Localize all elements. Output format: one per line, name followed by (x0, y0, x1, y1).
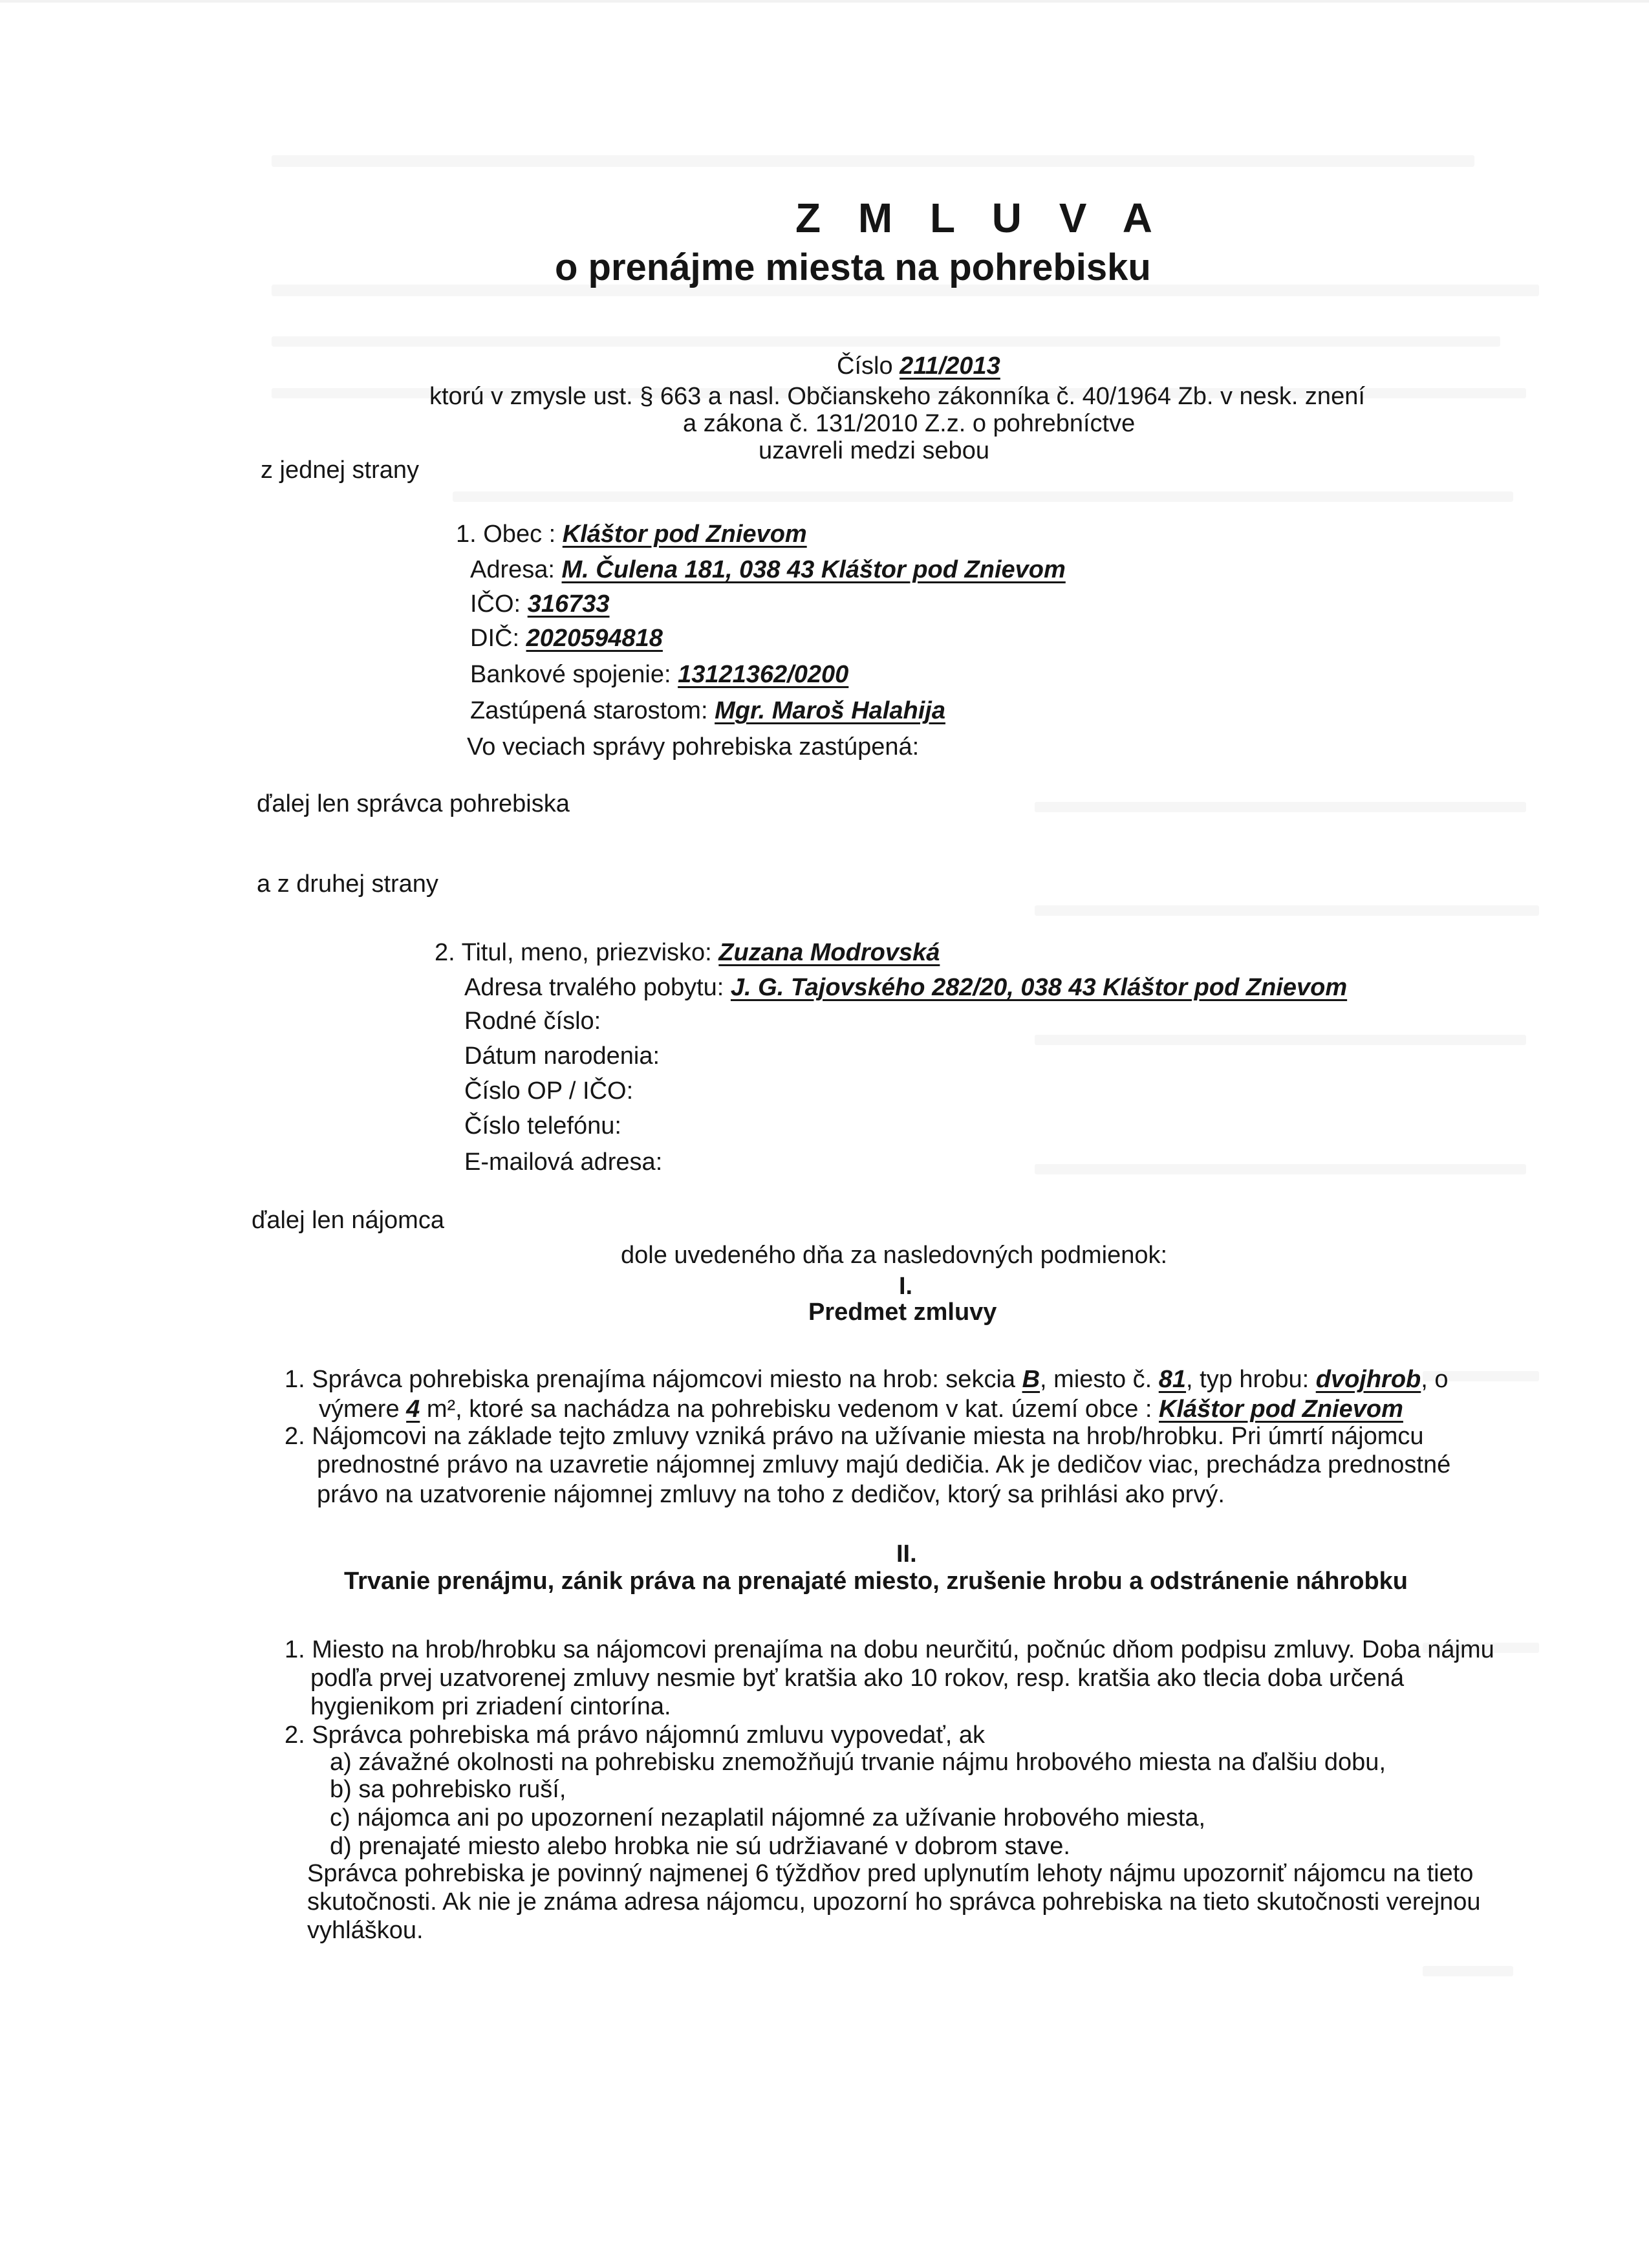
intro-line-1: ktorú v zmysle ust. § 663 a nasl. Občianskeho zákonníka č. 40/1964 Zb. v nesk. znení (429, 383, 1365, 410)
representative-value: Mgr. Maroš Halahija (715, 697, 945, 724)
contract-number: 211/2013 (900, 352, 1000, 380)
section1-clause2-line2: prednostné právo na uzavretie nájomnej zmluvy majú dedičia. Ak je dedičov viac, prechádza prednostné (317, 1451, 1451, 1478)
section1-clause1-line2 (319, 1396, 1403, 1423)
section1-title: Predmet zmluvy (808, 1299, 997, 1326)
party2-address-row (464, 974, 1347, 1002)
clause-text: , typ hrobu: (1186, 1366, 1310, 1393)
clause-text: m², ktoré sa nachádza na pohrebisku vedenom v kat. území obce : (426, 1396, 1152, 1423)
party1-address-label: Adresa: (470, 556, 555, 583)
document-title: Z M L U V A (795, 195, 1165, 241)
party1-address-row (470, 556, 1066, 584)
party1-ico-row (470, 590, 610, 618)
bleed-through-text (453, 491, 1513, 502)
clause-text: 1. Správca pohrebiska prenajíma nájomcovi miesto na hrob: sekcia (285, 1366, 1016, 1393)
party2-address-label: Adresa trvalého pobytu: (464, 974, 724, 1001)
phone-label: Číslo telefónu: (464, 1112, 621, 1139)
cadastral-area-value: Kláštor pod Znievom (1159, 1396, 1403, 1423)
section1-clause2-line3: právo na uzatvorenie nájomnej zmluvy na toho z dedičov, ktorý sa prihlási ako prvý. (317, 1481, 1225, 1508)
section2-clause1-line1: 1. Miesto na hrob/hrobku sa nájomcovi prenajíma na dobu neurčitú, počnúc dňom podpisu zmluvy. Doba nájmu (285, 1636, 1494, 1663)
party2-name-row (435, 939, 940, 967)
bleed-through-text (272, 155, 1474, 167)
bank-value: 13121362/0200 (678, 661, 849, 688)
party2-name-value: Zuzana Modrovská (718, 939, 940, 966)
section2-clause2-item-d: d) prenajaté miesto alebo hrobka nie sú udržiavané v dobrom stave. (330, 1833, 1070, 1860)
intro-line-3: uzavreli medzi sebou (759, 437, 989, 464)
bleed-through-text (1035, 1164, 1526, 1174)
clause-text: , miesto č. (1040, 1366, 1152, 1393)
ico-value: 316733 (527, 590, 610, 618)
birth-number-label: Rodné číslo: (464, 1008, 601, 1035)
section2-clause2-item-a: a) závažné okolnosti na pohrebisku znemožňujú trvanie nájmu hrobového miesta na ďalšiu dobu, (330, 1749, 1386, 1776)
section2-clause2-item-b: b) sa pohrebisko ruší, (330, 1776, 566, 1803)
ico-label: IČO: (470, 590, 521, 618)
bank-label: Bankové spojenie: (470, 661, 671, 688)
dic-label: DIČ: (470, 625, 519, 652)
party1-obec-row (456, 521, 807, 548)
bleed-through-text (1035, 1035, 1526, 1045)
section2-clause2-tail-line2: skutočnosti. Ak nie je známa adresa nájomcu, upozorní ho správca pohrebiska na tieto skutočnosti verejnou (307, 1888, 1481, 1916)
plot-number-value: 81 (1158, 1366, 1187, 1393)
party2-name-label: 2. Titul, meno, priezvisko: (435, 939, 712, 966)
section2-clause2-item-c: c) nájomca ani po upozornení nezaplatil nájomné za užívanie hrobového miesta, (330, 1804, 1206, 1831)
obec-value: Kláštor pod Znievom (562, 521, 807, 548)
party1-bank-row (470, 661, 848, 689)
document-subtitle: o prenájme miesta na pohrebisku (555, 246, 1151, 288)
cemetery-admin-label: Vo veciach správy pohrebiska zastúpená: (467, 733, 920, 761)
bleed-through-text (1423, 1966, 1513, 1976)
intro-line-2: a zákona č. 131/2010 Z.z. o pohrebníctve (683, 410, 1136, 437)
section2-clause2-tail-line1: Správca pohrebiska je povinný najmenej 6 týždňov pred uplynutím lehoty nájmu upozorniť nájomcu na tieto (307, 1860, 1474, 1887)
section2-clause2-line1: 2. Správca pohrebiska má právo nájomnú zmluvu vypovedať, ak (285, 1722, 986, 1749)
section2-clause1-line3: hygienikom pri zriadení cintorína. (310, 1693, 671, 1720)
section-value: B (1022, 1366, 1040, 1393)
email-label: E-mailová adresa: (464, 1149, 663, 1176)
obec-label: 1. Obec : (456, 521, 556, 548)
contract-number-label: Číslo (837, 352, 893, 380)
scan-edge (0, 0, 1649, 3)
party1-representative-row (470, 697, 945, 725)
section1-number: I. (899, 1273, 913, 1300)
conditions-intro: dole uvedeného dňa za nasledovných podmienok: (621, 1242, 1168, 1269)
id-card-label: Číslo OP / IČO: (464, 1077, 634, 1105)
clause-text: výmere (319, 1396, 400, 1423)
section1-clause2-line1: 2. Nájomcovi na základe tejto zmluvy vzniká právo na užívanie miesta na hrob/hrobku. Pri úmrtí nájomcu (285, 1423, 1424, 1450)
clause-text: , o (1421, 1366, 1449, 1393)
party1-side-label: z jednej strany (261, 457, 420, 484)
bleed-through-text (272, 336, 1500, 347)
section2-number: II. (896, 1540, 917, 1568)
dic-value: 2020594818 (526, 625, 663, 652)
contract-number-row (837, 352, 1000, 380)
section2-clause1-line2: podľa prvej uzatvorenej zmluvy nesmie byť kratšia ako 10 rokov, resp. kratšia ako tlecia doba určená (310, 1665, 1405, 1692)
area-value: 4 (406, 1396, 420, 1423)
bleed-through-text (1035, 905, 1539, 916)
party1-dic-row (470, 625, 663, 653)
representative-label: Zastúpená starostom: (470, 697, 708, 724)
section2-title: Trvanie prenájmu, zánik práva na prenajaté miesto, zrušenie hrobu a odstránenie náhrobku (344, 1568, 1408, 1595)
party2-designation: ďalej len nájomca (252, 1207, 444, 1234)
party2-side-label: a z druhej strany (257, 870, 438, 898)
party1-designation: ďalej len správca pohrebiska (257, 790, 570, 817)
birth-date-label: Dátum narodenia: (464, 1042, 660, 1070)
section2-clause2-tail-line3: vyhláškou. (307, 1917, 424, 1944)
section1-clause1-line1 (285, 1366, 1449, 1394)
bleed-through-text (1035, 802, 1526, 812)
party1-address-value: M. Čulena 181, 038 43 Kláštor pod Znievom (561, 556, 1066, 583)
grave-type-value: dvojhrob (1315, 1366, 1421, 1393)
party2-address-value: J. G. Tajovského 282/20, 038 43 Kláštor pod Znievom (730, 974, 1348, 1001)
